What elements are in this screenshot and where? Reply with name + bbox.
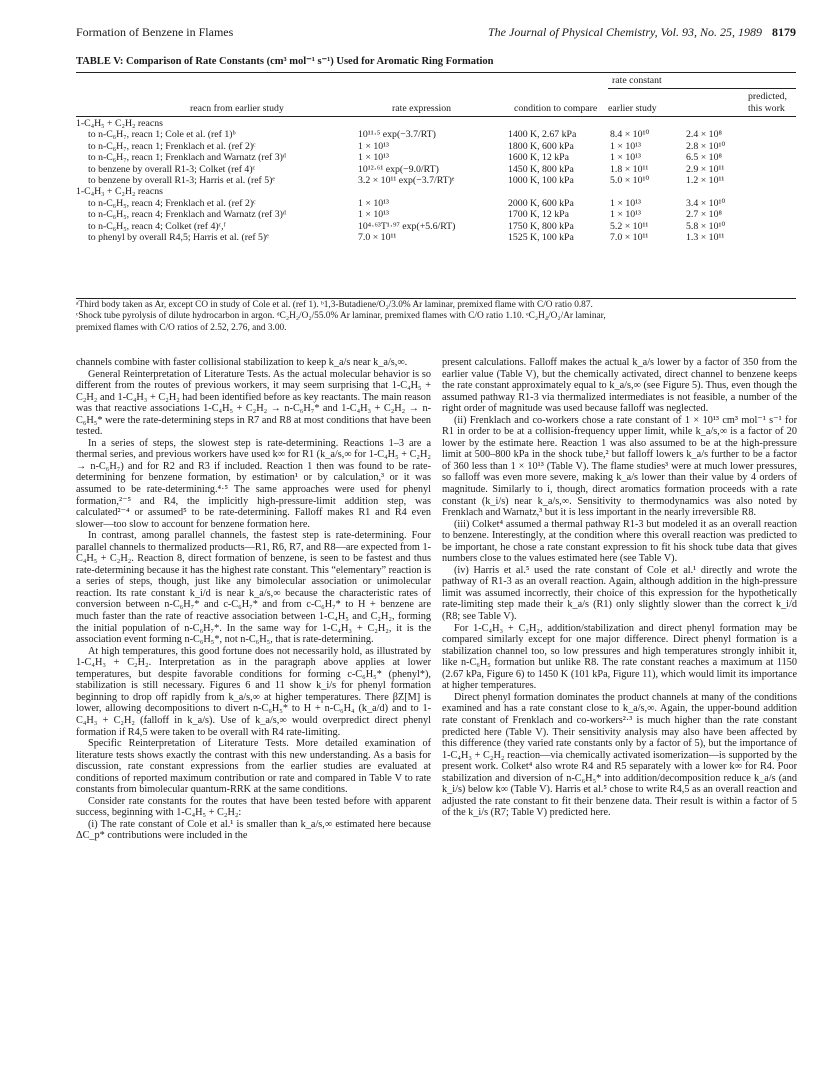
table-row: to phenyl by overall R4,5; Harris et al. (ref 5)ᵉ 7.0 × 10¹¹ 1525 K, 100 kPa 7.0 × 10¹¹ 1.3 × 10¹¹: [88, 232, 725, 243]
col-rate-expression: rate expression: [392, 103, 452, 114]
paragraph: General Reinterpretation of Literature Tests. As the actual molecular behavior is so different from the routes of previous workers, it may seem surprising that 1-C₄H₅ + C₂H₂ and 1-C₄H₃ + C₂H₂ had been identified before as key reactants. The main reason was that reactive associations 1-C₄H₅ + C₂H₂ → n-C₆H₇* and 1-C₄H₃ + C₂H₂ → n-C₆H₅* were the rate-determining steps in R7 and R8 at most conditions that have been tested.: [76, 368, 431, 438]
group-header-rate-constant: rate constant: [612, 75, 662, 86]
paragraph: For 1-C₄H₃ + C₂H₂, addition/stabilization and direct phenyl formation may be compared similarly except for one major difference. Direct phenyl formation is a stabilization channel too, so low pressures and high temperatures strongly inhibit it, like n-C₆H₅ formation but unlike R8. The rate constant reaches a maximum at 1150 (2.67 kPa, Figure 6) to 1450 K (101 kPa, Figure 11), which would limit its importance at higher temperatures.: [442, 622, 797, 692]
col-predicted-1: predicted,: [748, 91, 787, 102]
col-earlier-study: earlier study: [608, 103, 657, 114]
table-row: 1-C₄H₅ + C₂H₂ reacns: [76, 118, 163, 129]
paragraph: Direct phenyl formation dominates the product channels at many of the conditions examined and has a rate constant close to k_a/s,∞. Again, the upper-bound addition rate constant of Frenklach and co-workers²·³ is much higher than the rate constant predicted here (Table V). Their sensitivity analysis may also have been affected by this difference (they varied rate constants only by a factor of 5), but the importance of 1-C₄H₃ + C₂H₂ reaction—via chemically activated isomerization—is supported by the present work. Colket⁴ also wrote R4 and R5 separately with a lower k∞ for R4. Poor stabilization and diversion of n-C₆H₅* into addition/decomposition reduce k_a/s (and k_i/s) below k∞ (Table V). Harris et al.⁵ chose to write R4,5 as an overall reaction and adjusted the rate constant to fit their benzene data. Their result is within a factor of 5 of the k_i/s (R7; Table V) predicted here.: [442, 691, 797, 819]
paragraph: (i) The rate constant of Cole et al.¹ is smaller than k_a/s,∞ estimated here because ΔC_p* contributions were included in the: [76, 818, 431, 842]
table-row: to n-C₆H₇, reacn 1; Frenklach and Warnatz (ref 3)ᵈ 1 × 10¹³ 1600 K, 12 kPa 1 × 10¹³ 6.5 × 10⁸: [88, 152, 722, 164]
table-row: to benzene by overall R1-3; Harris et al. (ref 5)ᵉ 3.2 × 10¹¹ exp(−3.7/RT)ᵉ 1000 K, 100 kPa 5.0 × 10¹⁰ 1.2 × 10¹¹: [88, 175, 725, 186]
table-row: to n-C₆H₅, reacn 4; Colket (ref 4)ᶜ,ᶠ 10⁴·⁶³T¹·⁹⁷ exp(+5.6/RT) 1750 K, 800 kPa 5.2 × 10¹¹ 5.8 × 10¹⁰: [88, 220, 726, 232]
paragraph: In contrast, among parallel channels, the fastest step is rate-determining. Four parallel channels to thermalized products—R1, R6, R7, and R8—are expected from 1-C₄H₅ + C₂H₂. Reaction 8, direct formation of benzene, is seen to be fastest and thus rate-determining because it has the highest rate constant. This “elementary” reaction is a series of steps, though, just like any bimolecular association or unimolecular reaction. Its rate constant k_i/d is near k_a/s,∞ because the characteristic rates of conversion between n-C₆H₇* and c-C₆H₇* and from c-C₆H₇* to H + benzene are much faster than the rate of reactive association between 1-C₄H₅ and C₂H₂, forming the initial population of n-C₆H₇*. In the same way for 1-C₄H₃ + C₂H₂, it is the association event forming n-C₆H₅*, not n-C₆H₅, that is rate-determining.: [76, 530, 432, 646]
table-row: 1-C₄H₃ + C₂H₂ reacns: [76, 186, 163, 198]
col-predicted-2: this work: [748, 103, 785, 114]
col-condition: condition to compare: [514, 103, 598, 114]
paragraph: In a series of steps, the slowest step is rate-determining. Reactions 1–3 are a thermal series, and previous workers have used k∞ for R1 (k_a/s,∞ for 1-C₄H₅ + C₂H₂ → n-C₆H₇) and for R2 and R3 if included. Reaction 1 then was found to be rate-determining for benzene formation, by estimation¹ or by calculation,³ or it was assumed to be rate-determining.⁴·⁵ The same approaches were used for phenyl formation,²⁻⁵ and R4, the implicitly high-pressure-limit addition step, was calculated²⁻⁴ or assumed⁵ to be rate-determining. Falloff makes R1 and R4 even slower—too slow to account for benzene formation here.: [76, 437, 431, 530]
body-column-right: [442, 357, 797, 819]
page-number: 8179: [772, 25, 796, 39]
table-row: to benzene by overall R1-3; Colket (ref 4)ᶜ 10¹²·⁶¹ exp(−9.0/RT) 1450 K, 800 kPa 1.8 × 10¹¹ 2.9 × 10¹¹: [88, 163, 725, 175]
table-footnotes: [76, 300, 796, 334]
body-column-left: [76, 357, 431, 842]
paragraph: (iv) Harris et al.⁵ used the rate constant of Cole et al.¹ directly and wrote the pathway of R1-3 as an overall reaction. Again, although addition in the high-pressure limit was assumed incorrectly, their choice of this expression for the hypothetically rate-limiting step made their k_a/s (R1) only slightly slower than the correct k_i/d (R8; see Table V).: [442, 564, 797, 623]
table-row: to n-C₆H₇, reacn 1; Cole et al. (ref 1)ᵇ 10¹¹·⁵ exp(−3.7/RT) 1400 K, 2.67 kPa 8.4 × 10¹⁰ 2.4 × 10⁸: [88, 129, 722, 141]
group-header-rule: [608, 88, 796, 89]
table-row: to n-C₆H₇, reacn 1; Frenklach et al. (ref 2)ᶜ 1 × 10¹³ 1800 K, 600 kPa 1 × 10¹³ 2.8 × 10¹⁰: [88, 140, 726, 152]
footnote-line: premixed flames with C/O ratios of 2.52, 2.76, and 3.00.: [76, 322, 287, 333]
col-reacn: reacn from earlier study: [190, 103, 284, 114]
paragraph: (iii) Colket⁴ assumed a thermal pathway R1-3 but modeled it as an overall reaction to benzene. Interestingly, at the condition where this overall reaction was predicted to be important, he chose a rate constant expression to fit his shock tube data that gives numbers close to the values estimated here (see Table V).: [442, 518, 797, 565]
journal-citation: The Journal of Physical Chemistry, Vol. 93, No. 25, 1989 8179: [488, 25, 796, 39]
table-bottom-rule: [76, 298, 796, 299]
paragraph: Specific Reinterpretation of Literature Tests. More detailed examination of literature tests shows exactly the contrast with this new understanding. As a basis for discussion, rate constant expressions from the earlier studies are evaluated at conditions of reported maximum contribution or rate and compared in Table V to rate constants from bimolecular quantum-RRK at the same conditions.: [76, 738, 431, 796]
paragraph: Consider rate constants for the routes that have been tested before with apparent success, beginning with 1-C₄H₅ + C₂H₂:: [76, 795, 431, 819]
table-row: to n-C₆H₅, reacn 4; Frenklach and Warnatz (ref 3)ᵈ 1 × 10¹³ 1700 K, 12 kPa 1 × 10¹³ 2.7 × 10⁸: [88, 209, 722, 221]
paragraph: At high temperatures, this good fortune does not necessarily hold, as illustrated by 1-C₄H₃ + C₂H₂. Interpretation as in the paragraph above applies at lower temperatures, but despite favorable conditions for forming c-C₆H₅* (phenyl*), stabilization is still necessary. Figures 6 and 11 show k_i/s for phenyl formation beginning to drop off rapidly from k_a/s,∞ at higher temperatures. There βZ[M] is lower, allowing decompositions to divert n-C₆H₅* to H + n-C₆H₄ (k_a/d) and to 1-C₄H₃ + C₂H₂ (falloff in k_a/s). Use of k_a/s,∞ would overpredict direct phenyl formation if R4,5 were taken to be overall with R4 rate-limiting.: [76, 645, 431, 738]
table-top-rule: [76, 72, 796, 73]
table-body: [76, 118, 796, 300]
table-header-rule: [76, 116, 796, 117]
footnote-line: ᶜShock tube pyrolysis of dilute hydrocarbon in argon. ᵈC₂H₂/O₂/55.0% Ar laminar, premixed flames with C/O ratio 1.10. ᵉC₂H₄/O₂/Ar laminar,: [76, 311, 606, 322]
table-caption: TABLE V: Comparison of Rate Constants (cm³ mol⁻¹ s⁻¹) Used for Aromatic Ring Formation: [76, 56, 494, 67]
footnote-line: ᵃThird body taken as Ar, except CO in study of Cole et al. (ref 1). ᵇ1,3-Butadiene/O₂/3.0% Ar laminar, premixed flame with C/O ratio 0.87.: [76, 300, 593, 310]
running-title: Formation of Benzene in Flames: [76, 25, 234, 39]
paragraph: (ii) Frenklach and co-workers chose a rate constant of 1 × 10¹³ cm³ mol⁻¹ s⁻¹ for R1 in order to be at a collision-frequency upper limit, while k_a/s,∞ is a factor of 20 lower by the estimate here. Reaction 1 was also assumed to be at the high-pressure limit at 500–800 kPa in the shock tube,² but falloff lowers k_a/s further to be a factor of 360 less than 1 × 10¹³ (Table V). The flame studies³ were at much lower pressures, so falloff was even more severe, making k_a/s lower than their value by 4 orders of magnitude. Similarly to i, though, direct aromatics formation proceeds with a rate constant (k_i/s) near k_a/s,∞. Sensitivity to thermodynamics was also noted by Frenklach and Warnatz,³ but it is less important in the nearly irreversible R8.: [442, 414, 797, 519]
table-row: to n-C₆H₅, reacn 4; Frenklach et al. (ref 2)ᶜ 1 × 10¹³ 2000 K, 600 kPa 1 × 10¹³ 3.4 × 10¹⁰: [88, 197, 726, 209]
paragraph: channels combine with faster collisional stabilization to keep k_a/s near k_a/s,∞.: [76, 357, 408, 368]
paragraph: present calculations. Falloff makes the actual k_a/s lower by a factor of 350 from the earlier value (Table V), but the chemically activated, direct channel to benzene keeps the rate constant approximately equal to k_a/s,∞ (see Figure 5). Thus, even though the assumed pathway R1-3 via thermalized intermediates is not feasible, a number of the right order of magnitude was used because falloff was neglected.: [442, 357, 797, 415]
